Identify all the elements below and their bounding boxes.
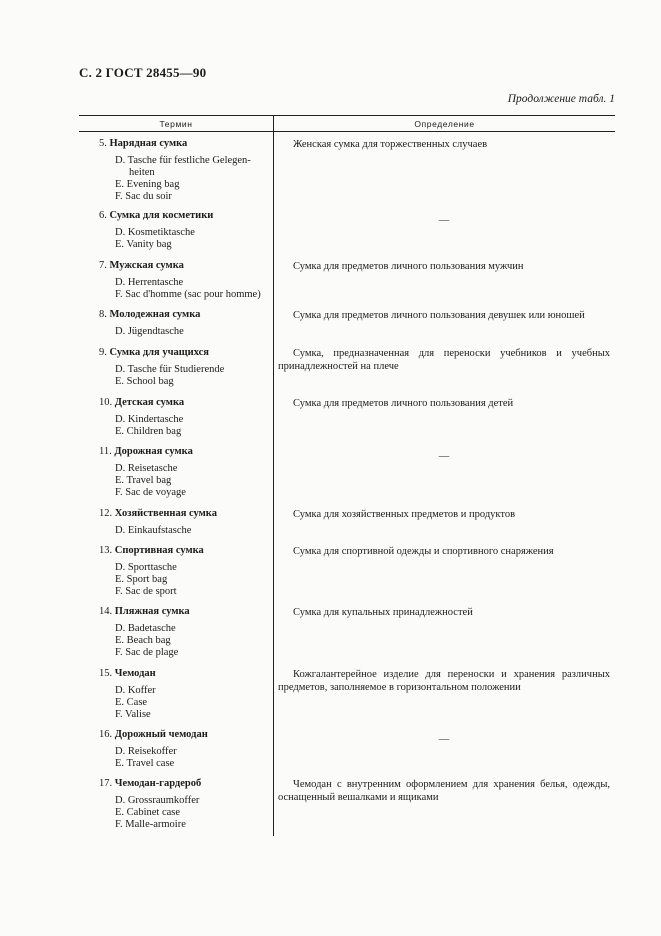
term-definition: Сумка для спортивной одежды и спортивного снаряжения — [293, 546, 554, 557]
term-title — [99, 397, 184, 408]
term-definition: — — [438, 734, 450, 745]
foreign-equivalents — [115, 364, 273, 388]
term-definition: Сумка, предназначенная для переноски учебников и учебных принадлежностей на плече — [278, 348, 610, 372]
term-name: Пляжная сумка — [114, 606, 190, 617]
table-header-rule — [79, 131, 615, 132]
foreign-equivalent: E. Beach bag — [115, 635, 171, 646]
term-number: 8. — [99, 309, 107, 320]
term-number: 14. — [99, 606, 113, 617]
term-name: Мужская сумка — [109, 260, 184, 271]
term-definition: — — [438, 451, 450, 462]
foreign-equivalent: E. Case — [115, 697, 148, 708]
term-number: 12. — [99, 508, 113, 519]
term-definition: Сумка для хозяйственных предметов и продуктов — [293, 509, 516, 520]
foreign-equivalent: D. Kosmetiktasche — [115, 227, 195, 238]
term-title — [99, 668, 156, 679]
foreign-equivalent: D. Jügendtasche — [115, 326, 184, 337]
foreign-equivalents — [115, 562, 273, 598]
foreign-equivalent: D. Grossraumkoffer — [115, 795, 200, 806]
term-definition: Чемодан с внутренним оформлением для хранения белья, одежды, оснащенный вешалками и ящиками — [278, 779, 610, 803]
term-number: 16. — [99, 729, 113, 740]
foreign-equivalent: E. Evening bag — [115, 179, 180, 190]
foreign-equivalent: E. Travel bag — [115, 475, 172, 486]
term-name: Дорожный чемодан — [114, 729, 208, 740]
foreign-equivalents — [115, 795, 273, 831]
column-header-term: Термин — [159, 119, 193, 129]
foreign-equivalent: F. Sac d'homme (sac pour homme) — [115, 289, 261, 300]
term-name: Нарядная сумка — [109, 138, 188, 149]
foreign-equivalents — [115, 463, 273, 499]
term-title — [99, 138, 187, 149]
foreign-equivalent: F. Sac de voyage — [115, 487, 186, 498]
term-title — [99, 260, 184, 271]
foreign-equivalent: E. Vanity bag — [115, 239, 172, 250]
term-title — [99, 309, 200, 320]
foreign-equivalent: E. School bag — [115, 376, 174, 387]
term-number: 7. — [99, 260, 107, 271]
term-number: 5. — [99, 138, 107, 149]
term-number: 6. — [99, 210, 107, 221]
term-name: Чемодан-гардероб — [114, 778, 202, 789]
term-number: 17. — [99, 778, 113, 789]
foreign-equivalents — [115, 227, 273, 251]
foreign-equivalent: D. Badetasche — [115, 623, 176, 634]
term-name: Сумка для косметики — [109, 210, 214, 221]
term-name: Дорожная сумка — [114, 446, 193, 457]
foreign-equivalent: F. Sac de plage — [115, 647, 179, 658]
foreign-equivalents — [115, 623, 273, 659]
foreign-equivalents — [115, 746, 273, 770]
term-definition: Сумка для предметов личного пользования мужчин — [293, 261, 524, 272]
foreign-equivalent: D. Reisetasche — [115, 463, 178, 474]
term-name: Хозяйственная сумка — [114, 508, 217, 519]
term-title — [99, 545, 204, 556]
foreign-equivalent: F. Sac du soir — [115, 191, 172, 202]
term-definition: Сумка для предметов личного пользования детей — [293, 398, 514, 409]
foreign-equivalent: D. Tasche für Studierende — [115, 364, 225, 375]
table-continuation-label: Продолжение табл. 1 — [507, 93, 615, 105]
foreign-equivalent: D. Reisekoffer — [115, 746, 177, 757]
term-title — [99, 606, 190, 617]
foreign-equivalents — [115, 525, 273, 537]
term-definition: Женская сумка для торжественных случаев — [293, 139, 488, 150]
foreign-equivalent: E. Sport bag — [115, 574, 168, 585]
foreign-equivalent: D. Herrentasche — [115, 277, 184, 288]
term-number: 10. — [99, 397, 113, 408]
foreign-equivalent: E. Travel case — [115, 758, 175, 769]
term-definition: Сумка для купальных принадлежностей — [293, 607, 473, 618]
foreign-equivalents — [115, 155, 273, 203]
term-name: Чемодан — [114, 668, 156, 679]
term-title — [99, 778, 201, 789]
term-name: Спортивная сумка — [114, 545, 204, 556]
foreign-equivalents — [115, 277, 273, 301]
column-header-definition: Определение — [414, 119, 475, 129]
foreign-equivalents — [115, 414, 273, 438]
foreign-equivalent: F. Sac de sport — [115, 586, 177, 597]
term-number: 9. — [99, 347, 107, 358]
foreign-equivalents — [115, 326, 273, 338]
table-column-divider — [273, 115, 274, 836]
term-title — [99, 729, 208, 740]
term-number: 11. — [99, 446, 112, 457]
term-name: Детская сумка — [114, 397, 185, 408]
foreign-equivalent: F. Valise — [115, 709, 151, 720]
foreign-equivalent: D. Tasche für festliche Gelegen- — [115, 155, 251, 166]
term-number: 15. — [99, 668, 113, 679]
term-title — [99, 508, 217, 519]
foreign-equivalent: D. Kindertasche — [115, 414, 184, 425]
term-title — [99, 347, 209, 358]
foreign-equivalent: F. Malle-armoire — [115, 819, 186, 830]
foreign-equivalent: D. Sporttasche — [115, 562, 177, 573]
table-top-rule — [79, 115, 615, 116]
foreign-equivalent: D. Koffer — [115, 685, 156, 696]
foreign-equivalent: E. Children bag — [115, 426, 182, 437]
term-title — [99, 210, 213, 221]
term-definition: — — [438, 215, 450, 226]
term-definition: Сумка для предметов личного пользования девушек или юношей — [293, 310, 585, 321]
foreign-equivalent: heiten — [129, 167, 155, 178]
term-name: Молодежная сумка — [109, 309, 201, 320]
foreign-equivalent: D. Einkaufstasche — [115, 525, 192, 536]
foreign-equivalents — [115, 685, 273, 721]
page-header: С. 2 ГОСТ 28455—90 — [79, 65, 207, 80]
foreign-equivalent: E. Cabinet case — [115, 807, 181, 818]
term-number: 13. — [99, 545, 113, 556]
term-definition: Кожгалантерейное изделие для переноски и хранения различных предметов, заполняемое в горизонтальном положении — [278, 669, 610, 693]
term-title — [99, 446, 193, 457]
term-name: Сумка для учащихся — [109, 347, 209, 358]
